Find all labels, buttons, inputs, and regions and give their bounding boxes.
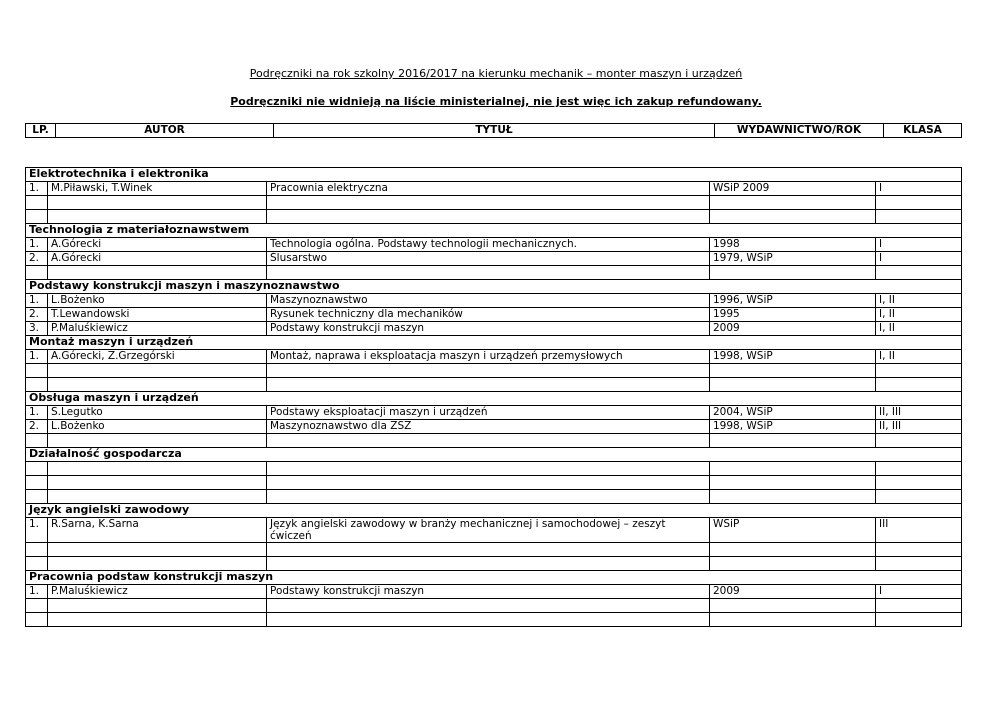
cell-autor: A.Górecki, Z.Grzegórski — [48, 350, 267, 364]
table-row — [26, 462, 962, 476]
cell-klasa: I — [876, 238, 962, 252]
cell-lp — [26, 543, 48, 557]
textbook-table — [25, 167, 962, 627]
header-klasa: KLASA — [884, 124, 962, 138]
header-lp: LP. — [26, 124, 56, 138]
cell-klasa — [876, 434, 962, 448]
cell-autor: S.Legutko — [48, 406, 267, 420]
header-wydawnictwo: WYDAWNICTWO/ROK — [715, 124, 884, 138]
cell-lp — [26, 599, 48, 613]
cell-lp: 1. — [26, 182, 48, 196]
table-row — [26, 557, 962, 571]
cell-klasa — [876, 266, 962, 280]
cell-autor — [48, 476, 267, 490]
cell-klasa — [876, 613, 962, 627]
table-row — [26, 350, 962, 364]
cell-klasa — [876, 364, 962, 378]
cell-wyd — [710, 557, 876, 571]
section-header-row — [26, 224, 962, 238]
cell-tytul: Podstawy eksploatacji maszyn i urządzeń — [267, 406, 710, 420]
cell-wyd: 1995 — [710, 308, 876, 322]
cell-klasa: I, II — [876, 294, 962, 308]
cell-autor — [48, 266, 267, 280]
table-row — [26, 322, 962, 336]
cell-tytul — [267, 364, 710, 378]
cell-wyd — [710, 543, 876, 557]
cell-klasa: II, III — [876, 420, 962, 434]
cell-lp — [26, 490, 48, 504]
section-title: Język angielski zawodowy — [26, 504, 962, 518]
cell-klasa — [876, 378, 962, 392]
table-row — [26, 585, 962, 599]
table-row — [26, 378, 962, 392]
cell-wyd: 1996, WSiP — [710, 294, 876, 308]
cell-lp — [26, 210, 48, 224]
cell-autor: A.Górecki — [48, 252, 267, 266]
cell-klasa — [876, 210, 962, 224]
cell-klasa: I, II — [876, 322, 962, 336]
table-row — [26, 406, 962, 420]
section-title: Podstawy konstrukcji maszyn i maszynoznawstwo — [26, 280, 962, 294]
section-header-row — [26, 168, 962, 182]
cell-autor — [48, 599, 267, 613]
cell-klasa — [876, 557, 962, 571]
cell-wyd: 1979, WSiP — [710, 252, 876, 266]
cell-tytul: Technologia ogólna. Podstawy technologii mechanicznych. — [267, 238, 710, 252]
table-row — [26, 518, 962, 543]
cell-wyd — [710, 210, 876, 224]
cell-lp — [26, 462, 48, 476]
section-title: Elektrotechnika i elektronika — [26, 168, 962, 182]
cell-wyd — [710, 476, 876, 490]
table-row — [26, 599, 962, 613]
cell-autor: P.Maluśkiewicz — [48, 585, 267, 599]
cell-wyd: 2009 — [710, 585, 876, 599]
cell-lp: 1. — [26, 294, 48, 308]
table-row — [26, 613, 962, 627]
cell-autor: L.Bożenko — [48, 294, 267, 308]
cell-tytul — [267, 462, 710, 476]
cell-wyd — [710, 266, 876, 280]
cell-tytul: Montaż, naprawa i eksploatacja maszyn i urządzeń przemysłowych — [267, 350, 710, 364]
cell-wyd — [710, 434, 876, 448]
cell-autor: R.Sarna, K.Sarna — [48, 518, 267, 543]
cell-autor — [48, 613, 267, 627]
cell-tytul — [267, 210, 710, 224]
cell-lp: 2. — [26, 252, 48, 266]
cell-tytul: Podstawy konstrukcji maszyn — [267, 585, 710, 599]
cell-autor: A.Górecki — [48, 238, 267, 252]
section-title: Montaż maszyn i urządzeń — [26, 336, 962, 350]
cell-klasa: I — [876, 585, 962, 599]
cell-tytul: Podstawy konstrukcji maszyn — [267, 322, 710, 336]
cell-klasa — [876, 476, 962, 490]
cell-wyd: 1998 — [710, 238, 876, 252]
cell-tytul — [267, 476, 710, 490]
cell-wyd — [710, 378, 876, 392]
cell-klasa: I, II — [876, 350, 962, 364]
cell-klasa — [876, 490, 962, 504]
cell-klasa: I — [876, 252, 962, 266]
cell-lp — [26, 378, 48, 392]
cell-klasa: III — [876, 518, 962, 543]
table-row — [26, 420, 962, 434]
cell-klasa: II, III — [876, 406, 962, 420]
table-row — [26, 266, 962, 280]
cell-autor — [48, 490, 267, 504]
cell-wyd: 1998, WSiP — [710, 420, 876, 434]
table-row — [26, 252, 962, 266]
cell-wyd — [710, 462, 876, 476]
cell-autor: P.Maluśkiewicz — [48, 322, 267, 336]
cell-wyd — [710, 490, 876, 504]
table-row — [26, 490, 962, 504]
header-row — [26, 124, 962, 138]
cell-lp — [26, 196, 48, 210]
table-row — [26, 238, 962, 252]
cell-lp: 1. — [26, 350, 48, 364]
cell-wyd: WSiP 2009 — [710, 182, 876, 196]
cell-wyd: 2009 — [710, 322, 876, 336]
header-autor: AUTOR — [56, 124, 274, 138]
cell-autor — [48, 557, 267, 571]
table-row — [26, 182, 962, 196]
table-row — [26, 476, 962, 490]
cell-tytul — [267, 490, 710, 504]
cell-autor — [48, 462, 267, 476]
cell-tytul — [267, 378, 710, 392]
cell-tytul: Maszynoznawstwo dla ZSZ — [267, 420, 710, 434]
cell-autor — [48, 378, 267, 392]
header-table — [25, 123, 962, 138]
cell-lp: 2. — [26, 308, 48, 322]
cell-lp: 1. — [26, 238, 48, 252]
cell-lp — [26, 613, 48, 627]
cell-autor — [48, 196, 267, 210]
cell-tytul: Ślusarstwo — [267, 252, 710, 266]
table-row — [26, 364, 962, 378]
section-header-row — [26, 504, 962, 518]
cell-klasa: I, II — [876, 308, 962, 322]
section-header-row — [26, 571, 962, 585]
cell-klasa — [876, 462, 962, 476]
cell-autor: L.Bożenko — [48, 420, 267, 434]
cell-tytul: Rysunek techniczny dla mechaników — [267, 308, 710, 322]
table-row — [26, 210, 962, 224]
cell-lp: 1. — [26, 518, 48, 543]
cell-tytul — [267, 557, 710, 571]
cell-klasa — [876, 196, 962, 210]
cell-klasa — [876, 543, 962, 557]
cell-wyd — [710, 196, 876, 210]
cell-lp — [26, 364, 48, 378]
section-title: Pracownia podstaw konstrukcji maszyn — [26, 571, 962, 585]
cell-lp: 2. — [26, 420, 48, 434]
header-tytul: TYTUŁ — [274, 124, 715, 138]
cell-lp — [26, 476, 48, 490]
section-title: Działalność gospodarcza — [26, 448, 962, 462]
table-row — [26, 434, 962, 448]
cell-lp — [26, 557, 48, 571]
cell-autor: M.Piławski, T.Winek — [48, 182, 267, 196]
cell-tytul — [267, 196, 710, 210]
cell-tytul — [267, 613, 710, 627]
cell-autor: T.Lewandowski — [48, 308, 267, 322]
cell-wyd: WSiP — [710, 518, 876, 543]
cell-tytul: Pracownia elektryczna — [267, 182, 710, 196]
cell-autor — [48, 434, 267, 448]
cell-autor — [48, 543, 267, 557]
section-title: Obsługa maszyn i urządzeń — [26, 392, 962, 406]
cell-wyd — [710, 599, 876, 613]
cell-tytul: Maszynoznawstwo — [267, 294, 710, 308]
document-title: Podręczniki na rok szkolny 2016/2017 na kierunku mechanik – monter maszyn i urządzeń — [249, 67, 743, 80]
cell-tytul — [267, 599, 710, 613]
table-row — [26, 308, 962, 322]
cell-lp: 1. — [26, 406, 48, 420]
cell-tytul — [267, 266, 710, 280]
cell-lp: 3. — [26, 322, 48, 336]
cell-klasa: I — [876, 182, 962, 196]
table-row — [26, 543, 962, 557]
cell-wyd: 1998, WSiP — [710, 350, 876, 364]
cell-klasa — [876, 599, 962, 613]
document-subtitle: Podręczniki nie widnieją na liście ministerialnej, nie jest więc ich zakup refundowany. — [230, 95, 762, 108]
cell-tytul — [267, 543, 710, 557]
cell-lp: 1. — [26, 585, 48, 599]
table-row — [26, 294, 962, 308]
cell-wyd: 2004, WSiP — [710, 406, 876, 420]
table-row — [26, 196, 962, 210]
section-header-row — [26, 280, 962, 294]
cell-autor — [48, 210, 267, 224]
section-header-row — [26, 336, 962, 350]
section-header-row — [26, 392, 962, 406]
cell-autor — [48, 364, 267, 378]
cell-wyd — [710, 613, 876, 627]
section-title: Technologia z materiałoznawstwem — [26, 224, 962, 238]
section-header-row — [26, 448, 962, 462]
cell-tytul — [267, 434, 710, 448]
cell-lp — [26, 266, 48, 280]
cell-tytul: Język angielski zawodowy w branży mechanicznej i samochodowej – zeszyt ćwiczeń — [267, 518, 710, 543]
cell-lp — [26, 434, 48, 448]
cell-wyd — [710, 364, 876, 378]
